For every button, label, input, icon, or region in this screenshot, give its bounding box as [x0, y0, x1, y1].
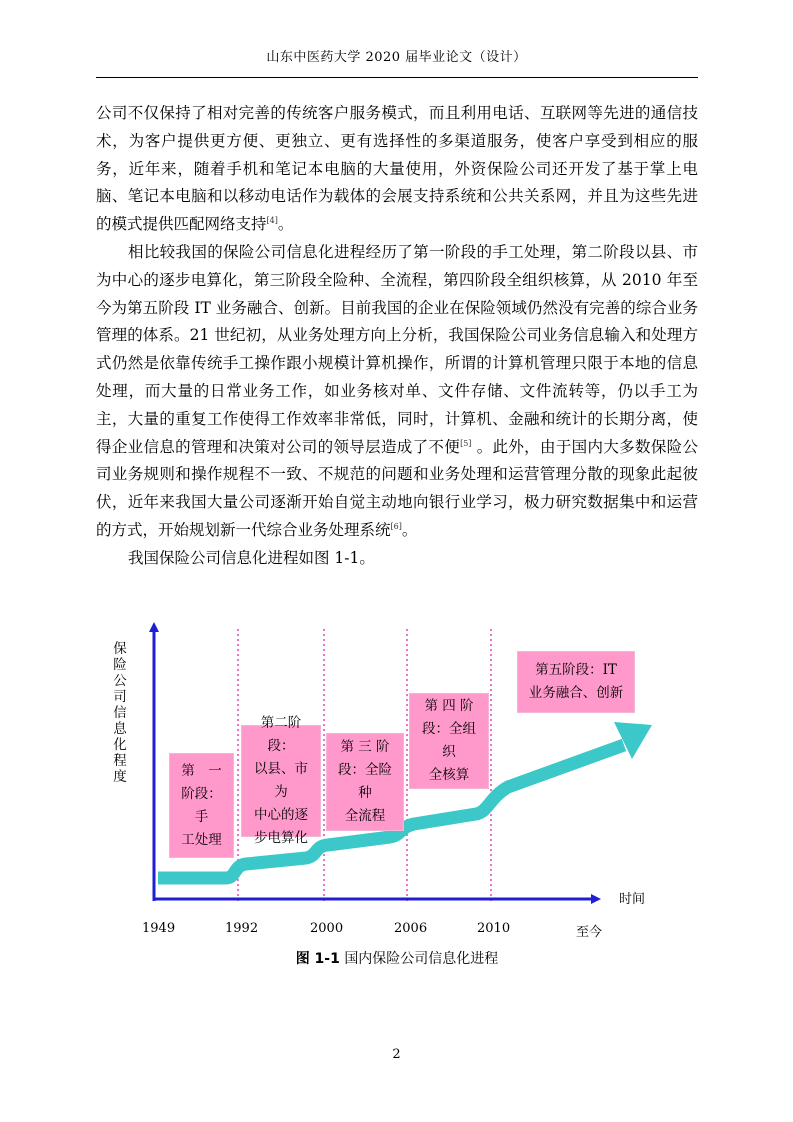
- figure-caption: [96, 948, 698, 968]
- x-axis-label: 时间: [619, 892, 646, 907]
- paragraph-2: 相比较我国的保险公司信息化进程经历了第一阶段的手工处理，第二阶段以县、市为中心的逐步电算化，第三阶段全险种、全流程，第四阶段全组织核算，从 2010 年至今为第五阶段 IT 业务融合、创新。目前我国的企业在保险领域仍然没有完善的综合业务管理的体系。21 世纪初，从业务处理方向上分析，我国保险公司业务信息输入和处理方式仍然是依靠传统手工操作跟小规模计算机操作，所谓的计算机管理只限于本地的信息处理，而大量的日常业务工作，如业务核对单、文件存储、文件流转等，仍以手工为主，大量的重复工作使得工作效率非常低，同时，计算机、金融和统计的长期分离，使得企业信息的管理和决策对公司的领导层造成了不便[5] 。此外，由于国内大多数保险公司业务规则和操作规程不一致、不规范的问题和业务处理和运营管理分散的现象此起彼伏，近年来我国大量公司逐渐开始自觉主动地向银行业学习，极力研究数据集中和运营的方式，开始规划新一代综合业务处理系统[6]。: [96, 242, 698, 539]
- stage-5-box: 第五阶段：IT 业务融合、创新: [517, 651, 635, 713]
- stage-4-box: 第 四 阶 段：全组织 全核算: [409, 693, 489, 789]
- paragraph-1: 公司不仅保持了相对完善的传统客户服务模式，而且利用电话、互联网等先进的通信技术，为客户提供更方便、更独立、更有选择性的多渠道服务，使客户享受到相应的服务，近年来，随着手机和笔记本电脑的大量使用，外资保险公司还开发了基于掌上电脑、笔记本电脑和以移动电话作为载体的会展支持系统和公共关系网，并且为这些先进的模式提供匹配网络支持[4]。: [96, 104, 698, 234]
- year-1949: 1949: [142, 921, 176, 936]
- year-2000: 2000: [310, 921, 344, 936]
- stage-2-box: 第二阶段： 以县、市为 中心的逐 步电算化: [241, 725, 321, 837]
- figure-1-1: [96, 605, 698, 970]
- stage-3-box: 第 三 阶 段：全险种 全流程: [326, 733, 404, 831]
- citation-6: [6]: [390, 521, 402, 531]
- paragraph-3: 我国保险公司信息化进程如图 1-1。: [128, 548, 375, 567]
- figure-title: 国内保险公司信息化进程: [344, 951, 499, 967]
- y-axis-label: 保险公司信息化程度: [113, 641, 127, 785]
- year-2006: 2006: [394, 921, 428, 936]
- figure-number: 图 1-1: [295, 951, 340, 967]
- year-1992: 1992: [225, 921, 259, 936]
- header-rule: [96, 77, 698, 78]
- citation-5: [5]: [460, 438, 472, 448]
- citation-4: [4]: [266, 216, 278, 226]
- running-header: 山东中医药大学 2020 届毕业论文（设计）: [266, 50, 527, 65]
- stage-1-box: 第 一 阶段：手 工处理: [169, 753, 234, 858]
- body-text: [96, 100, 698, 573]
- page-number: 2: [392, 1047, 401, 1062]
- year-2010: 2010: [477, 921, 511, 936]
- year-now: 至今: [576, 925, 603, 940]
